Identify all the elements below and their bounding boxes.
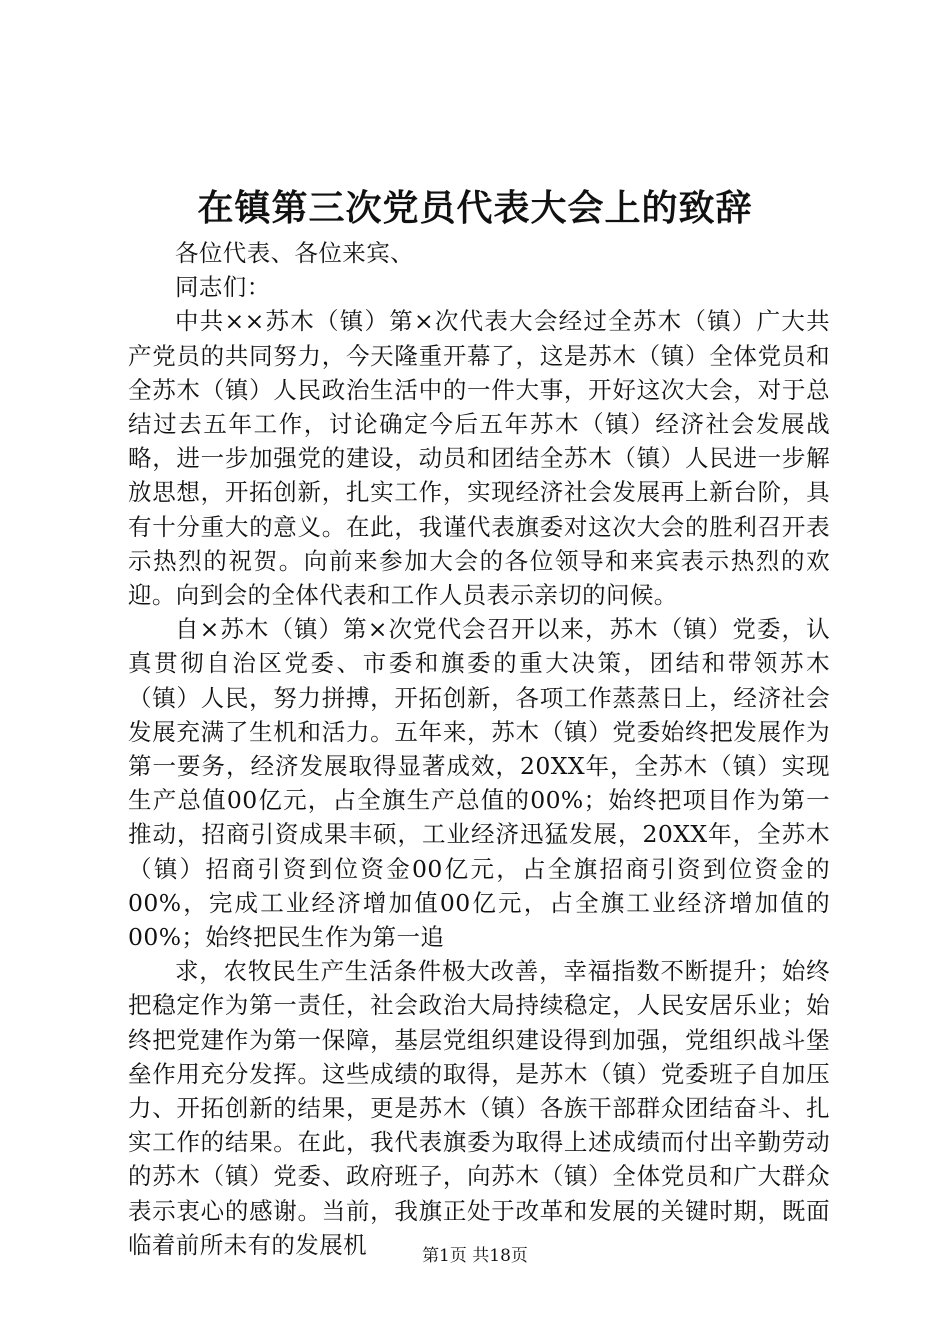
salutation-line: 同志们： [175, 273, 271, 302]
body-paragraph: 中共××苏木（镇）第×次代表大会经过全苏木（镇）广大共产党员的共同努力，今天隆重开幕了，这是苏木（镇）全体党员和全苏木（镇）人民政治生活中的一件大事，开好这次大会，对于总结过去五年工作，讨论确定今后五年苏木（镇）经济社会发展战略，进一步加强党的建设，动员和团结全苏木（镇）人民进一步解放思想，开拓创新，扎实工作，实现经济社会发展再上新台阶，具有十分重大的意义。在此，我谨代表旗委对这次大会的胜利召开表示热烈的祝贺。向前来参加大会的各位领导和来宾表示热烈的欢迎。向到会的全体代表和工作人员表示亲切的问候。 [128, 307, 830, 610]
page-footer: 第1页 共18页 [422, 1246, 528, 1266]
body-paragraph: 求，农牧民生产生活条件极大改善，幸福指数不断提升；始终把稳定作为第一责任，社会政治大局持续稳定，人民安居乐业；始终把党建作为第一保障，基层党组织建设得到加强，党组织战斗堡垒作用充分发挥。这些成绩的取得，是苏木（镇）党委班子自加压力、开拓创新的结果，更是苏木（镇）各族干部群众团结奋斗、扎实工作的结果。在此，我代表旗委为取得上述成绩而付出辛勤劳动的苏木（镇）党委、政府班子，向苏木（镇）全体党员和广大群众表示衷心的感谢。当前，我旗正处于改革和发展的关键时期，既面临着前所未有的发展机 [128, 957, 830, 1259]
document-title: 在镇第三次党员代表大会上的致辞 [197, 187, 753, 229]
document-body [128, 236, 830, 1262]
body-paragraph: 自×苏木（镇）第×次党代会召开以来，苏木（镇）党委，认真贯彻自治区党委、市委和旗委的重大决策，团结和带领苏木（镇）人民，努力拼搏，开拓创新，各项工作蒸蒸日上，经济社会发展充满了生机和活力。五年来，苏木（镇）党委始终把发展作为第一要务，经济发展取得显著成效，20XX年，全苏木（镇）实现生产总值00亿元，占全旗生产总值的00%；始终把项目作为第一推动，招商引资成果丰硕，工业经济迅猛发展，20XX年，全苏木（镇）招商引资到位资金00亿元，占全旗招商引资到位资金的00%，完成工业经济增加值00亿元，占全旗工业经济增加值的00%；始终把民生作为第一追 [128, 615, 830, 952]
salutation-line: 各位代表、各位来宾、 [175, 239, 414, 267]
